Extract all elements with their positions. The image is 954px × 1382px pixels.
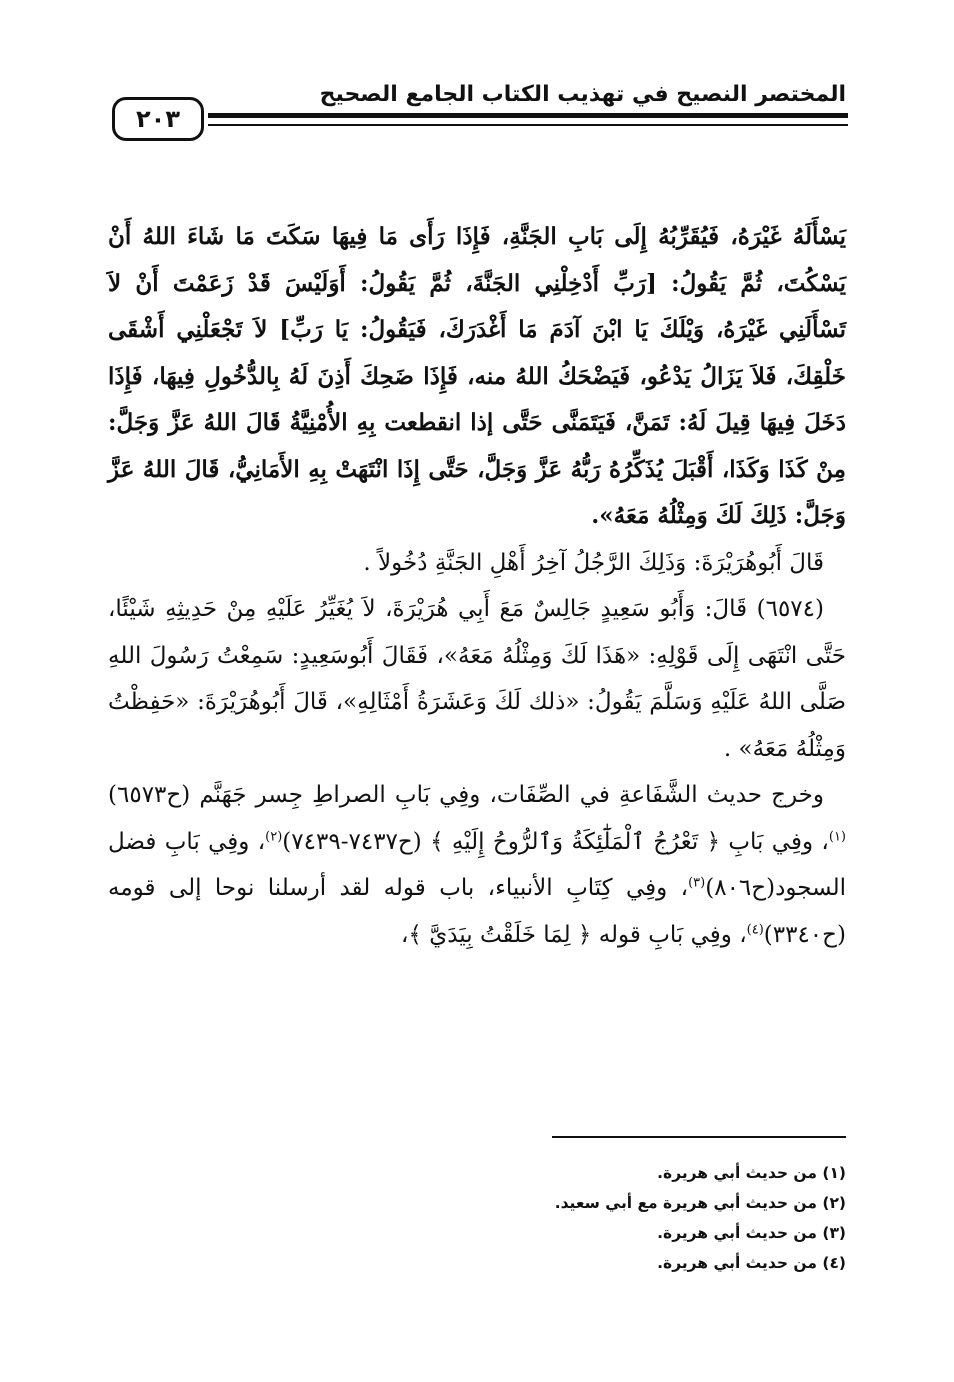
page-number: ٢٠٣ [112,97,204,141]
hadith-paragraph-2: قَالَ أَبُوهُرَيْرَةَ: وَذَلِكَ الرَّجُلُ آخِرُ أَهْلِ الجَنَّةِ دُخُولاً . [363,549,824,576]
header-rule-thick [208,113,848,118]
footnotes [300,1158,846,1278]
takhrij-part-5: ، وفِي بَابِ قوله ﴿ لِمَا خَلَقْتُ بِيَدَيَّ ﴾، [401,921,747,948]
takhrij-part-1: وخرج حديث الشَّفَاعةِ في الصِّفَات، وفِي بَابِ الصراطِ جِسر جَهَنَّم (ح٦٥٧٣) [108,782,824,808]
footnote-3: (٣) من حديث أبي هريرة. [657,1224,846,1242]
running-title: المختصر النصيح في تهذيب الكتاب الجامع الصحيح [319,82,846,107]
footnote-ref-3[interactable]: (٣) [688,875,706,891]
footnote-ref-1[interactable]: (١) [828,828,846,844]
footnote-2: (٢) من حديث أبي هريرة مع أبي سعيد. [554,1194,846,1212]
takhrij-part-4: ، وفِي كِتَابِ الأنبياء، باب قوله لقد أرسلنا نوحا إلى قومه (ح٣٣٤٠) [108,875,846,948]
footnote-4: (٤) من حديث أبي هريرة. [657,1254,846,1272]
takhrij-paragraph [108,772,846,958]
footnote-separator [552,1136,846,1138]
takhrij-part-2: ، وفِي بَابِ ﴿ تَعْرُجُ ٱلْمَلَٰٓئِكَةُ وَٱلرُّوحُ إِلَيْهِ ﴾ (ح٧٤٣٧-٧٤٣٩) [282,828,829,855]
hadith-paragraph-3: (٦٥٧٤) قَالَ: وَأَبُو سَعِيدٍ جَالِسٌ مَعَ أَبِي هُرَيْرَةَ، لاَ يُغَيِّرُ عَلَيْهِ مِنْ حَدِيثِهِ شَيْئًا، حَتَّى انْتَهَى إِلَى قَوْلِهِ: «هَذَا لَكَ وَمِثْلُهُ مَعَهُ»، فَقَالَ أَبُوسَعِيدٍ: سَمِعْتُ رَسُولَ اللهِ صَلَّى اللهُ عَلَيْهِ وَسَلَّمَ يَقُولُ: «ذلك لَكَ وَعَشَرَةُ أَمْثَالِهِ»، قَالَ أَبُوهُرَيْرَةَ: «حَفِظْتُ وَمِثْلُهُ مَعَهُ» . [108,596,846,762]
takhrij-part-3: ، وفِي بَابِ فضل السجود(ح٨٠٦) [108,828,846,901]
footnote-ref-4[interactable]: (٤) [746,921,764,937]
footnote-1: (١) من حديث أبي هريرة. [657,1164,846,1182]
header-rule-thin [208,124,848,126]
hadith-paragraph-1: يَسْأَلَهُ غَيْرَهُ، فَيُقَرِّبُهُ إِلَى بَابِ الجَنَّةِ، فَإِذَا رَأَى مَا فِيهَا سَكَتَ مَا شَاءَ اللهُ أَنْ يَسْكُتَ، ثُمَّ يَقُولُ: [رَبِّ أَدْخِلْنِي الجَنَّةَ، ثُمَّ يَقُولُ: أَوَلَيْسَ قَدْ زَعَمْتَ أَنْ لاَ تَسْأَلَنِي غَيْرَهُ، وَيْلَكَ يَا ابْنَ آدَمَ مَا أَغْدَرَكَ، فَيَقُولُ: يَا رَبِّ] لاَ تَجْعَلْنِي أَشْقَى خَلْقِكَ، فَلاَ يَزَالُ يَدْعُو، فَيَضْحَكُ اللهُ منه، فَإِذَا ضَحِكَ أَذِنَ لَهُ بِالدُّخُولِ فِيهَا، فَإِذَا دَخَلَ فِيهَا قِيلَ لَهُ: تَمَنَّ، فَيَتَمَنَّى حَتَّى إذا انقطعت بِهِ الأُمْنِيَّةُ قَالَ اللهُ عَزَّ وَجَلَّ: مِنْ كَذَا وَكَذَا، أَقْبَلَ يُذَكِّرُهُ رَبُّهُ عَزَّ وَجَلَّ، حَتَّى إِذَا انْتَهَتْ بِهِ الأَمَانِيُّ، قَالَ اللهُ عَزَّ وَجَلَّ: ذَلِكَ لَكَ وَمِثْلُهُ مَعَهُ». [108,223,846,529]
footnote-ref-2[interactable]: (٢) [265,828,283,844]
main-text [108,214,846,958]
